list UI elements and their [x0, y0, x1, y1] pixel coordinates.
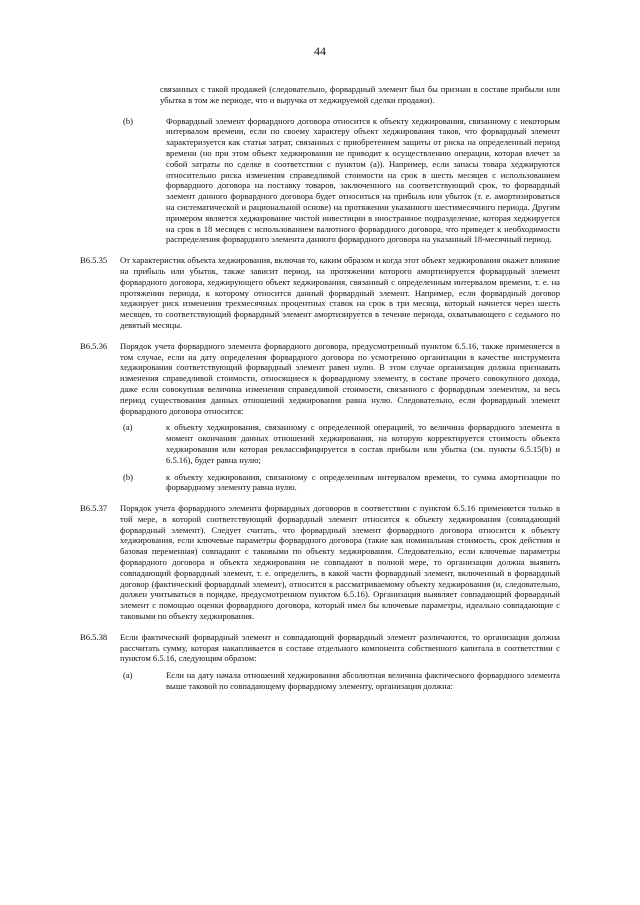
list-item-label: (a): [123, 422, 133, 433]
top-list-item-b-text: Форвардный элемент форвардного договора относится к объекту хеджирования, связанному с некоторым интервалом времени, если по своему характеру объект хеджирования таков, что форвардный элемент характеризуется как статья затрат, связанных с приобретением защиты от риска на определенный период времени (но при этом объект хеджирования не приводит к осуществлению операции, которая влечет за собой затраты по сделке в соответствии с пунктом (a)). Например, если запасы товара хеджируются относительно риска изменения справедливой стоимости на срок в шесть месяцев с использованием форвардного договора на поставку товаров, заключенного на соответствующий срок, то форвардный элемент данного форвардного договора будет относиться на прибыль или убыток (т. е. амортизироваться на систематической и рациональной основе) на протяжении указанного шестимесячного периода. Другим примером является хеджирование чистой инвестиции в иностранное подразделение, которая хеджируется на срок в 18 месяцев с использованием валютного форвардного договора, что приведет к необходимости распределения форвардного элемента данного форвардного договора на указанный 18-месячный период.: [166, 115, 560, 245]
list-item: [120, 670, 560, 692]
list-item-text: Если на дату начала отношений хеджирования абсолютная величина фактического форвардного элемента выше таковой по совпадающему форвардному элементу, организация должна:: [166, 670, 560, 692]
list-item-label: (a): [123, 670, 133, 681]
paragraph-number: B6.5.36: [80, 340, 108, 351]
paragraph-text: Если фактический форвардный элемент и совпадающий форвардный элемент различаются, то организация должна рассчитать сумму, которая накапливается в составе отдельного компонента собственного капитала в соответствии с пунктом 6.5.16, следующим образом:: [120, 631, 560, 664]
list-item: [120, 422, 560, 465]
top-list-item-b: [120, 116, 560, 246]
paragraph-text: Порядок учета форвардного элемента форвардного договора, предусмотренный пунктом 6.5.16, также применяется в том случае, если на дату определения форвардного договора по усмотрению организации в качестве инструмента хеджирования соответствующий форвардный элемент равен нулю. В этом случае организация должна признавать изменения справедливой стоимости, относящиеся к форвардному элементу, в составе прочего совокупного дохода, даже если совокупная величина изменения справедливой стоимости, связанного с форвардным элементом, за весь период существования данных отношений хеджирования равна нулю. Следовательно, если форвардный элемент форвардного договора относится:: [120, 340, 560, 416]
page-number: 44: [314, 44, 326, 58]
paragraph-body: [120, 341, 560, 493]
list-item-label: (b): [123, 471, 134, 482]
paragraph-b6-5-37: [80, 503, 560, 622]
paragraph-text: От характеристик объекта хеджирования, включая то, каким образом и когда этот объект хеджирования окажет влияние на прибыль или убыток, также зависит период, на протяжении которого амортизируется форвардный элемент форвардного договора, хеджирующего объект хеджирования, связанный с определенным интервалом времени, т. е. на протяжении периода, к которому относится данный форвардный элемент. Например, если форвардный договор хеджирует риск изменения трехмесячных процентных ставок на срок в три месяца, который начнется через шесть месяцев, то соответствующий форвардный элемент амортизируется в течение периода, охватывающего с седьмого по девятый месяцы.: [120, 255, 560, 330]
top-list-item-b-label: (b): [123, 115, 134, 126]
intro-continuation-block: [160, 84, 560, 106]
paragraph-number: B6.5.35: [80, 255, 108, 266]
paragraph-body: [120, 632, 560, 692]
paragraph-b6-5-38: [80, 632, 560, 692]
list-item-text: к объекту хеджирования, связанному с определенной операцией, то величина форвардного элемента в момент окончания данных отношений хеджирования, на которую корректируется стоимость объекта хеджирования или которая реклассифицируется в состав прибыли или убытка (см. пункты 6.5.15(b) и 6.5.16), будет равна нулю;: [166, 422, 560, 465]
intro-continuation: связанных с такой продажей (следовательно, форвардный элемент был бы признан в составе прибыли или убытка в том же периоде, что и выручка от хеджируемой сделки продажи).: [160, 84, 560, 105]
paragraph-text: Порядок учета форвардного элемента форвардных договоров в соответствии с пунктом 6.5.16 применяется только в той мере, в которой соответствующий форвардный элемент относится к объекту хеджирования (совпадающий форвардный элемент). Следует считать, что форвардный элемент форвардного договора относится к объекту хеджирования, если ключевые параметры форвардного договора (такие как номинальная стоимость, срок действия и базовая переменная) совпадают с таковыми по объекту хеджирования. Следовательно, если ключевые параметры форвардного договора и объекта хеджирования не совпадают в полной мере, то организация должна выявить совпадающий форвардный элемент, т. е. определить, в какой части форвардный элемент, включенный в форвардный договор (фактический форвардный элемент), относится к рассматриваемому объекту хеджирования (и, следовательно, должен учитываться в порядке, предусмотренном пунктом 6.5.16). Организация выявляет совпадающий форвардный элемент с помощью оценки форвардного договора, который имел бы ключевые параметры, идеально совпадающие с таковыми по объекту хеджирования.: [120, 503, 560, 622]
paragraph-b6-5-36: [80, 341, 560, 493]
paragraph-number: B6.5.37: [80, 503, 108, 514]
page-content: [80, 84, 560, 692]
list-item: [120, 472, 560, 494]
paragraph-number: B6.5.38: [80, 631, 108, 642]
paragraph-b6-5-35: [80, 255, 560, 331]
list-item-text: к объекту хеджирования, связанному с определенным интервалом времени, то сумма амортизации по форвардному элементу равна нулю.: [166, 471, 560, 493]
